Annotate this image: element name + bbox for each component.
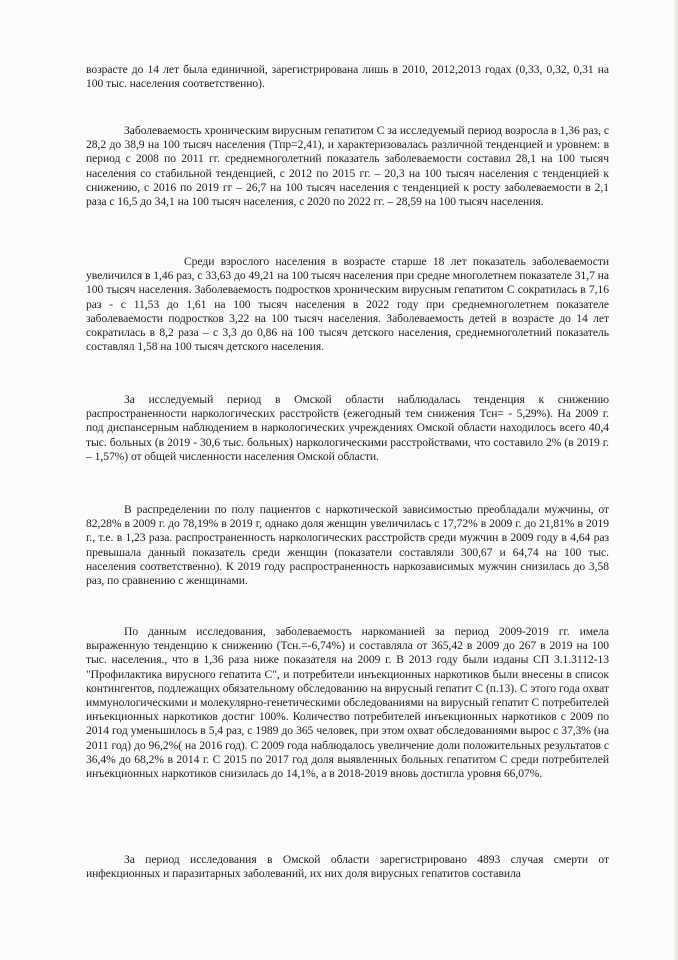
text-block-2 [86,124,609,209]
text-block-3 [86,255,609,354]
paragraph-5: В распределении по полу пациентов с наркотической зависимостью преобладали мужчины, от 82,28% в 2009 г. до 78,19% в 2019 г, однако доля женщин увеличилась с 17,72% в 2009 г. до 21,81% в 2019 г., т.е. в 1,23 раза. распространенность наркологических расстройств среди мужчин в 2009 году в 4,64 раз превышала данный показатель среди женщин (показатели составляли 300,67 и 64,74 на 100 тыс. населения соответственно). К 2019 году распространенность наркозависимых мужчин снизилась до 3,58 раз, по сравнению с женщинами. [86,503,609,588]
page-edge-shadow [674,0,678,960]
paragraph-7: За период исследования в Омской области зарегистрировано 4893 случая смерти от инфекционных и паразитарных заболеваний, их них доля вирусных гепатитов составила [86,853,609,881]
paragraph-6: По данным исследования, заболеваемость наркоманией за период 2009-2019 гг. имела выраженную тенденцию к снижению (Тсн.=-6,74%) и составляла от 365,42 в 2009 до 267 в 2019 на 100 тыс. населения., что в 1,36 раза ниже показателя на 2009 г. В 2013 году были изданы СП 3.1.3112-13 "Профилактика вирусного гепатита С", и потребители инъекционных наркотиков были внесены в список контингентов, подлежащих обязательному обследованию на вирусный гепатит С (п.13). С этого года охват иммунологическими и молекулярно-генетическими обследованиями на вирусный гепатит С потребителей инъекционных наркотиков достиг 100%. Количество потребителей инъекционных наркотиков с 2009 по 2014 год уменьшилось в 5,4 раз, с 1989 до 365 человек, при этом охват обследованиями вырос с 37,3% (на 2011 год) до 96,2%( на 2016 год). С 2009 года наблюдалось увеличение доли положительных результатов с 36,4% до 68,2% в 2014 г. С 2015 по 2017 год доля выявленных больных гепатитом С среди потребителей инъекционных наркотиков снизилась до 14,1%, а в 2018-2019 вновь достигла уровня 66,07%. [86,625,609,781]
text-block-5 [86,503,609,588]
paragraph-1: возрасте до 14 лет была единичной, зарегистрирована лишь в 2010, 2012,2013 годах (0,33, 0,32, 0,31 на 100 тыс. населения соответственно). [86,63,609,91]
text-block-6 [86,625,609,781]
paragraph-4: За исследуемый период в Омской области наблюдалась тенденция к снижению распространенности наркологических расстройств (ежегодный тем снижения Тсн= - 5,29%). На 2009 г. под диспансерным наблюдением в наркологических учреждениях Омской области находилось всего 40,4 тыс. больных (в 2019 - 30,6 тыс. больных) наркологическими расстройствами, что составило 2% (в 2019 г. – 1,57%) от общей численности населения Омской области. [86,393,609,463]
paragraph-3: Среди взрослого населения в возрасте старше 18 лет показатель заболеваемости увеличился в 1,46 раз, с 33,63 до 49,21 на 100 тысяч населения при средне многолетнем показателе 31,7 на 100 тысяч населения. Заболеваемость подростков хроническим вирусным гепатитом С сократилась в 7,16 раз - с 11,53 до 1,61 на 100 тысяч населения в 2022 году при среднемноголетнем показателе заболеваемости подростков 3,22 на 100 тысяч населения. Заболеваемость детей в возрасте до 14 лет сократилась в 8,2 раза – с 3,3 до 0,86 на 100 тысяч детского населения, среднемноголетний показатель составлял 1,58 на 100 тысяч детского населения. [86,255,609,354]
text-block-4 [86,393,609,464]
text-block-7 [86,853,609,881]
text-block-1 [86,63,609,91]
paragraph-2: Заболеваемость хроническим вирусным гепатитом С за исследуемый период возросла в 1,36 раз, с 28,2 до 38,9 на 100 тысяч населения (Тпр=2,41), и характеризовалась различной тенденцией и уровнем: в период с 2008 по 2011 гг. среднемноголетний показатель заболеваемости составил 28,1 на 100 тысяч населения со стабильной тенденцией, с 2012 по 2015 гг. – 20,3 на 100 тысяч населения с тенденцией к снижению, с 2016 по 2019 гг – 26,7 на 100 тысяч населения с тенденцией к росту заболеваемости в 2,1 раза с 16,5 до 34,1 на 100 тысяч населения, с 2020 по 2022 гг. – 28,59 на 100 тысяч населения. [86,124,609,209]
